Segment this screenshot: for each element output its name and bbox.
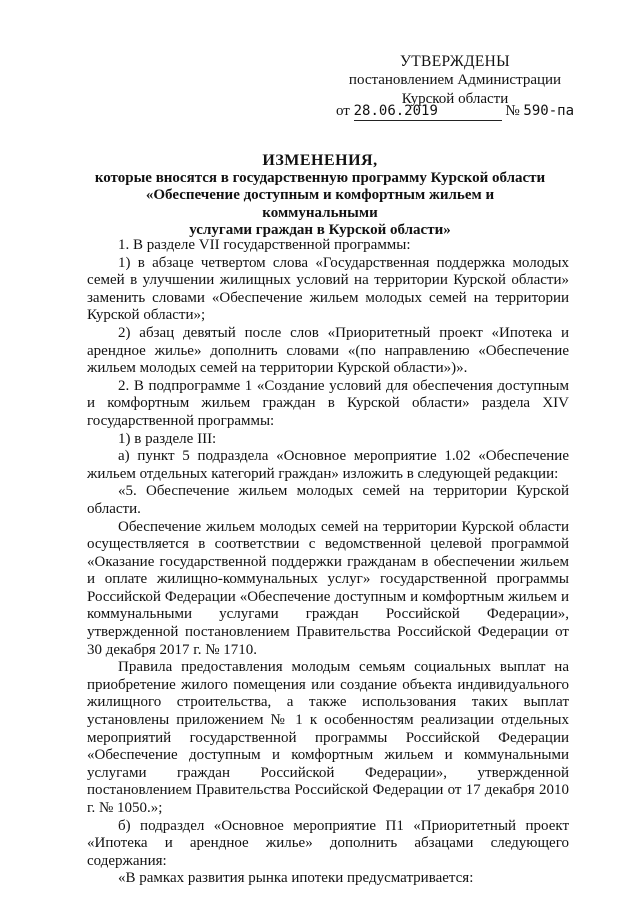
paragraph-item-1: 1) в абзаце четвертом слова «Государственная поддержка молодых семей в улучшении жилищных условий на территории Курской области» заменить словами «Обеспечение жильем молодых семей на территории Курской области»; xyxy=(87,254,569,324)
paragraph-point-b: б) подраздел «Основное мероприятие П1 «Приоритетный проект «Ипотека и арендное жилье» дополнить абзацами следующего содержания: xyxy=(87,817,569,869)
approval-region: Курской области xyxy=(401,91,509,107)
paragraph-rules: Правила предоставления молодым семьям социальных выплат на приобретение жилого помещения или создание объекта индивидуального жилищного строительства, а также использования таких выплат установлены приложением № 1 к особенностям реализации отдельных мероприятий государственной программы Российской Федерации «Обеспечение доступным и комфортным жильем и коммунальными услугами граждан Российской Федерации», утвержденной постановлением Правительства Российской Федерации от 17 декабря 2010 г. № 1050.»; xyxy=(87,659,569,816)
paragraph-subsection-1: 1) в разделе III: xyxy=(118,430,217,447)
number-value: 590-па xyxy=(523,103,574,119)
title-line-4: услугами граждан в Курской области» xyxy=(189,222,451,238)
paragraph-quote-5: «5. Обеспечение жильем молодых семей на территории Курской области. xyxy=(87,483,569,517)
paragraph-young-families: Обеспечение жильем молодых семей на территории Курской области осуществляется в соответствии с ведомственной целевой программой «Оказание государственной поддержки гражданам в обеспечении жильем и оплате жилищно-коммунальных услуг» государственной программы Российской Федерации «Обеспечение доступным и комфортным жильем и коммунальными услугами граждан Российской Федерации», утвержденной постановлением Правительства Российской Федерации от 30 декабря 2017 г. № 1710. xyxy=(87,518,569,658)
paragraph-point-a: а) пункт 5 подраздела «Основное мероприятие 1.02 «Обеспечение жильем отдельных категорий граждан» изложить в следующей редакции: xyxy=(87,448,569,482)
paragraph-section-2: 2. В подпрограмме 1 «Создание условий для обеспечения доступным и комфортным жильем граждан в Курской области» раздела XIV государственной программы: xyxy=(87,377,569,429)
date-field xyxy=(354,103,502,121)
approval-date-line xyxy=(336,103,574,121)
paragraph-section-1: 1. В разделе VII государственной программы: xyxy=(118,237,411,253)
title-heading: ИЗМЕНЕНИЯ, xyxy=(262,152,378,169)
document-body xyxy=(87,237,569,888)
paragraph-mortgage: «В рамках развития рынка ипотеки предусматривается: xyxy=(118,870,474,887)
approval-issuer: постановлением Администрации xyxy=(348,72,562,88)
paragraph-item-2: 2) абзац девятый после слов «Приоритетный проект «Ипотека и арендное жилье» дополнить словами «(по направлению «Обеспечение жильем молодых семей на территории Курской области»)». xyxy=(87,324,569,377)
date-value: 28.06.2019 xyxy=(353,103,438,119)
document-title xyxy=(90,152,550,240)
number-sign: № xyxy=(505,103,520,119)
approval-block xyxy=(340,52,570,109)
title-line-2: которые вносятся в государственную программу Курской области xyxy=(94,169,546,186)
title-line-3: «Обеспечение доступным и комфортным жильем и коммунальными xyxy=(145,187,495,221)
approval-heading: УТВЕРЖДЕНЫ xyxy=(400,53,510,70)
date-prefix: от xyxy=(336,103,350,119)
